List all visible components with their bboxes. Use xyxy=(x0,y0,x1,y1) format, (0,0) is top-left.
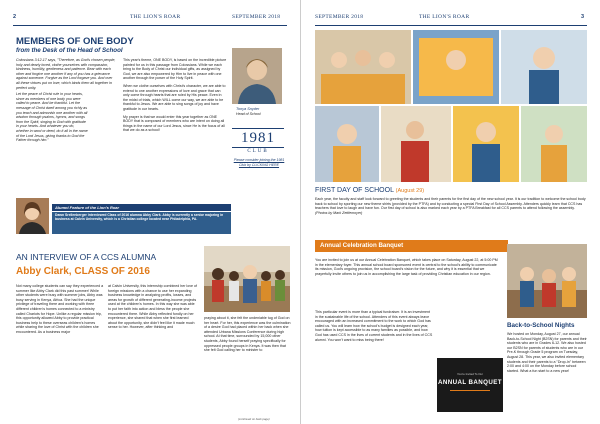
first-day-photo-collage xyxy=(315,30,587,182)
photo-credit: (Photos by Mark Zettlemoyer) xyxy=(315,210,363,215)
first-day-paragraph: Each year, the faculty and staff look forward to greeting the students and their parents for the first day of the new school year. It is our tradition to welcome the school body back to school by sporting our new theme shirts (provided by the PTFA) and by conducting a special First Day of School Assembly. Attenders quickly learn that CCS has teachers that love to laugh and have fun. Our first day of school is also marked each year by a PTFA Breakfast for all CCS parents to attend following the assembly. xyxy=(315,197,586,211)
header-rule xyxy=(315,25,587,26)
collage-illustration xyxy=(315,30,587,182)
message-paragraph-1: This year's theme, ONE BODY, is based on the incredible picture painted for us in this passage from Colossians. While we each bring to the Body of Christ our individual gifts, as assigned by God, we are also empowered by Him to live in peace with one another through the power of the Holy Spirit. xyxy=(123,58,227,81)
banquet-paragraph-2: This particular event is more than a typical fundraiser. It is an investment in the sustainable life of the school. Attenders of this event always leave encouraged with an increased commitment to the work to which God has called us. You will learn how the school's budget is designed each year, how tuition is kept accessible to as many families as possible, and how God has used CCS in the lives of current students and in the lives of CCS alumni. You won't want to miss being there! xyxy=(315,310,433,342)
club-number: 1981 xyxy=(241,130,275,146)
alumni-feature-title: Alumni Feature of the Lion's Roar xyxy=(52,204,231,211)
bts-title: Back-to-School Nights xyxy=(507,322,575,329)
club-logo-frame xyxy=(232,128,284,148)
banquet-paragraph-1: You are invited to join us at our Annual Celebration Banquet, which takes place on Saturday, August 22, at 5:00 PM in the elementary foyer. This annual school board sponsored event is central to the school's ability to communicate its mission, God's ongoing provision, the school board's vision for the future, and why it is essential that we prayerfully invite others to join us in accomplishing the large task of providing Christian education in our region. xyxy=(315,258,498,276)
message-paragraph-2: When we clothe ourselves with Christ's character, we are able to extend to one another expressions of love and grace that can only come through hearts that are ruled by His peace. Even in the midst of trials, which WILL come our way, we are able to be thankful to Jesus. We are able to sing songs of joy and have gratitude in our hearts. xyxy=(123,83,226,111)
bts-photo-illustration xyxy=(507,244,587,318)
alumni-portrait xyxy=(16,198,49,234)
bts-text: We hosted on Monday, August 27, our annual Back-to-School Night (B2SN) for parents and their students who are in Grades 6-12. We also hosted our B2SN for parents of students who are in our Pre-K through Grade 5 program on Tuesday, August 28. This year, we also invited elementary students and their parents to a "Drop-In" between 2:00 and 4:00 on the Monday before school started. What a fun start to a new year! xyxy=(507,332,587,373)
banquet-invite-rule xyxy=(450,390,490,391)
banquet-title: Annual Celebration Banquet xyxy=(315,240,508,252)
members-title: MEMBERS OF ONE BODY xyxy=(16,36,134,47)
head-of-school-photo xyxy=(232,48,282,104)
first-day-date: (August 29) xyxy=(395,188,425,194)
interview-title: AN INTERVIEW OF A CCS ALUMNA xyxy=(16,252,157,262)
head-role: Head of School xyxy=(236,112,261,116)
right-header xyxy=(301,14,600,25)
back-to-school-photo xyxy=(507,244,587,318)
scripture-col-1 xyxy=(16,58,116,143)
head-name: Tonya Snyder xyxy=(236,107,260,111)
right-page xyxy=(300,0,600,424)
banquet-invite-image[interactable] xyxy=(437,358,503,412)
header-rule xyxy=(13,25,287,26)
alumni-photo xyxy=(16,198,49,234)
abby-column-1: Not many college students can say they experienced a summer like Abby Clark did this past summer! While other students were busy with summer jobs, Abby was busy serving in Kenya, Africa. She had the unique privilege of traveling there and working with three different children's homes connected to a ministry called Chariots for Hope. Unlike a regular mission trip, this opportunity allowed Abby to provide practical business help to these overseas children's homes while sharing the love of Christ with the children she encountered. As a business major xyxy=(16,284,104,334)
abby-column-3: praying about it, she felt the undeniable tug of God on her heart. For her, this experience was the culmination of a desire God had placed within her back when she attended Urbana Missions Conference during high school. At that time, surrounded by 15,000 other students, Abby found herself praying specifically for oppressed people groups in Kenya. It was then that she felt God calling her to minister to xyxy=(204,316,291,353)
first-day-text xyxy=(315,197,587,215)
kenya-photo-illustration xyxy=(204,246,290,312)
abby-kenya-photo xyxy=(204,246,290,312)
scripture-text-2: Let the peace of Christ rule in your hearts, since as members of one body you were called to peace. And be thankful. Let the message of Christ dwell among you richly as you teach and admonish one another with all wisdom through psalms, hymns, and songs from the Spirit, singing to God with gratitude in your hearts. And whatever you do, whether in word or deed, do it all in the name of the Lord Jesus, giving thanks to God the Father through him." xyxy=(16,92,88,143)
abby-title: Abby Clark, CLASS OF 2016 xyxy=(16,266,150,277)
alumni-feature-text: Dawn Srellenberger interviewed Class of 2016 alumna Abby Clark. Abby is currently a senior majoring in business at Calvin University, which is a Christian college located near Philadelphia, PA. xyxy=(52,212,231,234)
abby-column-2: at Calvin University, this internship combined her love of foreign missions with a chance to use her expanding business knowledge in analyzing profits, losses, and areas for growth of different generating-income projects used at the children's homes. In this way she was able to put her faith into action and bless the people she encountered there. While Abby reflected fondly on her experience, she shared that when she first learned about the opportunity, she didn't feel like it made much sense to her. However, after thinking and xyxy=(108,284,198,330)
left-header xyxy=(0,14,300,25)
message-paragraph-3: My prayer is that we would enter this year together as ONE BODY that is composed of members who are intent on doing all things in the name of our Lord Jesus, since He is the focus of all that we do as a school! xyxy=(123,114,225,133)
portrait-illustration xyxy=(232,48,282,104)
page-number: 2 xyxy=(13,14,17,20)
scripture-text-1: Colossians 3:12-17 says, "Therefore, as God's chosen people, holy and dearly loved, clothe yourselves with compassion, kindness, humility, gentleness and patience. Bear with each other and forgive one another if any of you has a grievance against someone. Forgive as the Lord forgave you. And over all these virtues put on love, which binds them all together in perfect unity. xyxy=(16,58,116,90)
first-day-title: FIRST DAY OF SCHOOL xyxy=(315,187,394,194)
banquet-invite-small: You're Invited To Our xyxy=(457,372,483,376)
club-label: CLUB xyxy=(247,149,269,154)
banquet-invite-caption: ANNUAL BANQUET xyxy=(438,379,502,386)
continued-note: (continued on back page) xyxy=(238,417,270,421)
newsletter-name: THE LION'S ROAR xyxy=(130,14,181,20)
page-number: 3 xyxy=(581,14,585,20)
first-day-heading xyxy=(315,187,424,194)
club-logo[interactable] xyxy=(232,128,284,154)
message-col-2 xyxy=(123,58,227,133)
issue-date: SEPTEMBER 2018 xyxy=(315,14,364,20)
issue-date: SEPTEMBER 2018 xyxy=(232,14,281,20)
club-join-link[interactable]: Please consider joining the 1981 Club by CLICKING HERE xyxy=(233,158,285,167)
members-subtitle: from the Desk of the Head of School xyxy=(16,47,123,54)
newsletter-name: THE LION'S ROAR xyxy=(419,14,470,20)
